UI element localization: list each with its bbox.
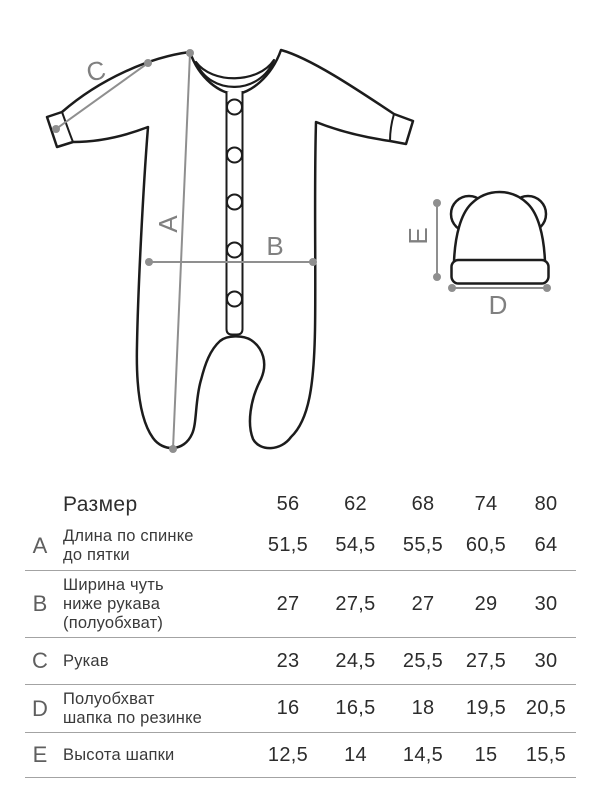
measurement-value: 16: [276, 697, 300, 719]
measurement-value: 14,5: [402, 743, 444, 766]
table-header-row: [25, 488, 576, 521]
measure-label-c: C: [83, 54, 109, 88]
snap-button: [227, 195, 242, 210]
snap-button: [227, 100, 242, 115]
desc-line: Ширина чуть: [63, 575, 164, 594]
measure-label-b: B: [266, 231, 284, 261]
table-row-d: [25, 685, 576, 733]
size-column-80: 80: [534, 493, 558, 515]
snap-button: [227, 292, 242, 307]
desc-line: Полуобхват: [63, 689, 155, 708]
measurement-value: 27,5: [465, 649, 507, 672]
measurement-value: 27: [276, 592, 300, 615]
table-title: Размер: [63, 493, 138, 516]
row-description: [55, 690, 255, 728]
desc-line: шапка по резинке: [63, 708, 203, 727]
desc-line: (полуобхват): [63, 613, 164, 632]
table-row-a: [25, 521, 576, 571]
measurement-value: 23: [276, 649, 300, 672]
measurement-value: 27,5: [335, 592, 376, 615]
desc-line: Длина по спинке: [63, 526, 194, 545]
size-column-62: 62: [344, 493, 367, 515]
measurement-value: 12,5: [267, 743, 309, 766]
measurement-value: 54,5: [335, 534, 376, 556]
measurement-value: 15: [474, 743, 498, 766]
measure-label-d: D: [488, 290, 508, 320]
snap-button: [227, 148, 242, 163]
hat-brim: [452, 260, 549, 284]
measurement-value: 51,5: [267, 534, 309, 556]
measurement-value: 24,5: [335, 649, 376, 672]
measurement-value: 15,5: [525, 743, 567, 766]
desc-line: до пятки: [63, 545, 130, 564]
measurement-value: 27: [411, 592, 435, 615]
row-description: [55, 576, 255, 633]
measurement-value: 64: [534, 534, 558, 556]
row-description: [55, 527, 255, 565]
measurement-value: 55,5: [402, 534, 444, 556]
table-row-e: [25, 733, 576, 778]
desc-line: Рукав: [63, 651, 109, 670]
row-description: [55, 746, 255, 765]
size-column-68: 68: [411, 493, 435, 515]
desc-line: ниже рукава: [63, 594, 161, 613]
table-row-b: [25, 571, 576, 638]
measurement-value: 20,5: [525, 697, 567, 719]
size-column-56: 56: [276, 493, 300, 515]
measurement-value: 30: [534, 649, 558, 672]
measurement-value: 25,5: [402, 649, 444, 672]
snap-button: [227, 243, 242, 258]
measurement-value: 29: [474, 592, 498, 615]
row-letter: D: [32, 695, 48, 721]
measurement-value: 18: [411, 697, 435, 719]
measurement-value: 14: [344, 743, 367, 766]
size-column-74: 74: [474, 493, 498, 515]
row-description: [55, 652, 255, 671]
measurement-value: 30: [534, 592, 558, 615]
measure-label-e: E: [403, 227, 433, 245]
measurement-value: 16,5: [335, 697, 376, 719]
row-letter: C: [32, 648, 48, 673]
measure-label-a: A: [153, 215, 183, 233]
size-table: [25, 488, 576, 778]
desc-line: Высота шапки: [63, 745, 175, 764]
measurement-value: 60,5: [465, 534, 507, 556]
row-letter: B: [32, 591, 48, 616]
row-letter: A: [32, 532, 48, 558]
table-row-c: [25, 638, 576, 685]
row-letter: E: [32, 742, 48, 767]
measurement-value: 19,5: [465, 697, 507, 719]
